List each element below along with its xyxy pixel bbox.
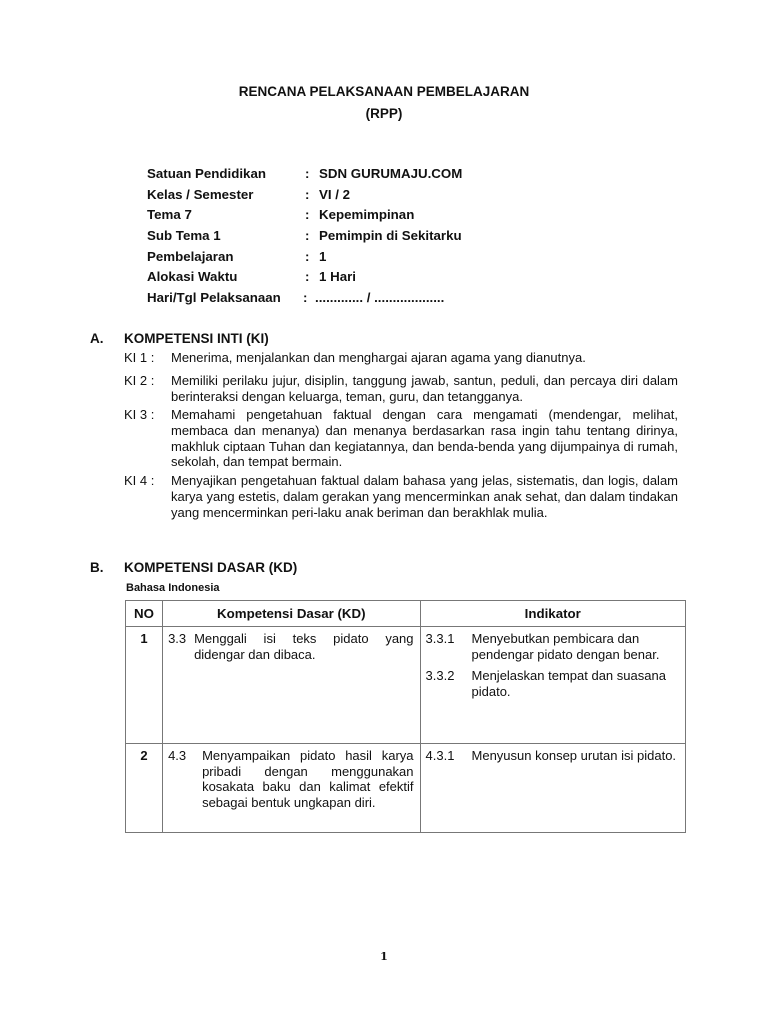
kd-text: Menyampaikan pidato hasil karya pribadi dengan menggunakan kosakata baku dan kalimat efektif sebagai bentuk ungkapan diri. (202, 748, 414, 810)
ki-text: Menerima, menjalankan dan menghargai ajaran agama yang dianutnya. (171, 350, 586, 365)
table-header-row (126, 601, 686, 627)
identity-label: Tema 7 (147, 207, 192, 223)
identity-colon: : (305, 269, 310, 285)
indicator-item (426, 631, 679, 662)
indicator-item (426, 748, 679, 764)
table-row (126, 744, 686, 833)
indicator-text: Menjelaskan tempat dan suasana pidato. (471, 668, 666, 699)
section-title: KOMPETENSI INTI (KI) (124, 331, 269, 346)
indicator-number: 3.3.2 (425, 668, 455, 684)
identity-colon: : (305, 186, 310, 202)
indicator-number: 4.3.1 (425, 748, 455, 763)
identity-value: 1 Hari (319, 269, 356, 285)
ki-item (124, 473, 678, 520)
page-number: 1 (380, 950, 388, 963)
indicator-number: 3.3.1 (425, 631, 455, 646)
ki-text: Memahami pengetahuan faktual dengan cara mengamati (mendengar, melihat, membaca dan menanya) dan menanya berdasarkan rasa ingin tahu tentang dirinya, makhluk ciptaan Tuhan dan kegiatannya, dan benda-benda yang dijumpainya di rumah, sekolah, dan tempat bermain. (171, 407, 678, 470)
header-kd: Kompetensi Dasar (KD) (163, 601, 420, 627)
ki-code: KI 3 : (124, 407, 155, 422)
identity-label: Kelas / Semester (147, 186, 254, 202)
identity-label: Satuan Pendidikan (147, 166, 266, 181)
identity-label: Sub Tema 1 (147, 228, 221, 244)
indicator-cell (420, 627, 685, 744)
identity-colon: : (305, 228, 310, 244)
ki-item (124, 407, 678, 470)
subject-label: Bahasa Indonesia (126, 582, 220, 594)
indicator-cell (420, 744, 685, 833)
kd-table (125, 600, 686, 833)
identity-label: Pembelajaran (147, 248, 234, 264)
section-letter: A. (90, 331, 104, 346)
ki-code: KI 1 : (124, 350, 155, 365)
header-no: NO (126, 601, 163, 627)
ki-item (124, 350, 678, 366)
identity-value: SDN GURUMAJU.COM (319, 166, 463, 181)
identity-colon: : (305, 166, 310, 181)
header-indikator: Indikator (420, 601, 685, 627)
identity-value: ............. / ................... (315, 290, 445, 306)
kd-item (168, 631, 413, 662)
section-b-heading (90, 560, 297, 575)
kd-cell (163, 744, 420, 833)
kd-number: 4.3 (168, 748, 187, 763)
ki-text: Menyajikan pengetahuan faktual dalam bahasa yang jelas, sistematis, dan logis, dalam karya yang estetis, dalam gerakan yang mencerminkan anak sehat, dan dalam tindakan yang mencerminkan peri-laku anak beriman dan berakhlak mulia. (171, 473, 678, 520)
identity-value: Pemimpin di Sekitarku (319, 228, 462, 244)
section-title: KOMPETENSI DASAR (KD) (124, 560, 298, 575)
identity-label: Hari/Tgl Pelaksanaan (147, 290, 281, 306)
identity-value: VI / 2 (319, 186, 351, 202)
indicator-text: Menyebutkan pembicara dan pendengar pidato dengan benar. (471, 631, 660, 662)
kd-item (168, 748, 413, 810)
ki-code: KI 2 : (124, 373, 155, 388)
section-letter: B. (90, 560, 104, 575)
identity-colon: : (305, 207, 310, 223)
kd-cell (163, 627, 420, 744)
identity-value: Kepemimpinan (319, 207, 415, 223)
indicator-text: Menyusun konsep urutan isi pidato. (471, 748, 677, 763)
identity-colon: : (303, 290, 308, 306)
kd-number: 3.3 (168, 631, 187, 646)
ki-text: Memiliki perilaku jujur, disiplin, tanggung jawab, santun, peduli, dan percaya diri dalam berinteraksi dengan keluarga, teman, guru, dan tetangganya. (171, 373, 678, 404)
indicator-item (426, 668, 679, 699)
ki-code: KI 4 : (124, 473, 155, 488)
document-title: RENCANA PELAKSANAAN PEMBELAJARAN (238, 84, 530, 99)
identity-label: Alokasi Waktu (147, 269, 238, 285)
identity-value: 1 (319, 248, 327, 264)
kd-text: Menggali isi teks pidato yang didengar dan dibaca. (194, 631, 414, 662)
document-subtitle: (RPP) (365, 106, 403, 121)
row-number: 1 (126, 627, 163, 744)
ki-item (124, 373, 678, 405)
table-row (126, 627, 686, 744)
identity-colon: : (305, 248, 310, 264)
section-a-heading (90, 331, 269, 346)
row-number: 2 (126, 744, 163, 833)
